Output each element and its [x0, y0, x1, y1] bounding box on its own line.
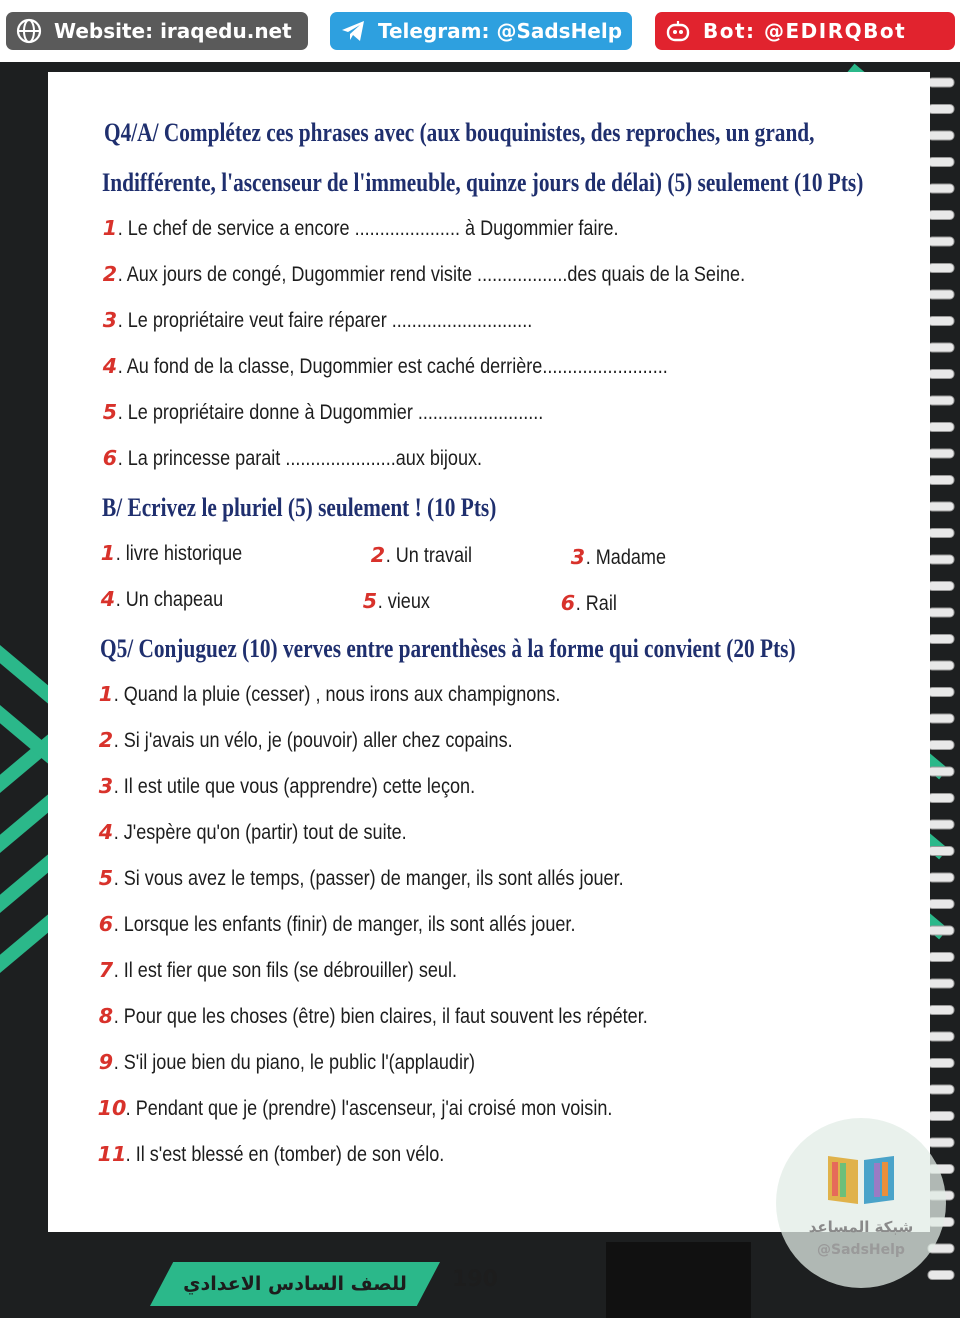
item-number: 1 [98, 682, 114, 706]
q4-heading-line1: Q4/A/ Complétez ces phrases avec (aux bouquinistes, des reproches, un grand, [104, 118, 815, 147]
q5-heading: Q5/ Conjuguez (10) verves entre parenthèses à la forme qui convient (20 Pts) [100, 634, 796, 663]
item-number: 2 [98, 728, 114, 752]
item-number: 4 [100, 587, 116, 611]
exercise-item [104, 308, 532, 333]
exercise-item [100, 912, 575, 937]
q4-heading-line2: Indifférente, l'ascenseur de l'immeuble, quinze jours de délai) (5) seulement (10 Pts) [102, 168, 864, 197]
item-text: . Si vous avez le temps, (passer) de manger, ils sont allés jouer. [113, 867, 624, 890]
top-banner [0, 0, 960, 62]
exercise-item [562, 591, 617, 616]
exercise-item [100, 820, 407, 845]
exercise-item [97, 1096, 613, 1121]
exercise-item [104, 354, 668, 379]
watermark-logo [776, 1118, 946, 1288]
item-text: . Le propriétaire veut faire réparer ............................ [117, 309, 533, 332]
item-text: . Si j'avais un vélo, je (pouvoir) aller chez copains. [113, 729, 513, 752]
exercise-item [102, 587, 223, 612]
item-number: 1 [100, 541, 116, 565]
item-text: . J'espère qu'on (partir) tout de suite. [113, 821, 407, 844]
grade-label: للصف السادس الاعدادي [183, 1273, 407, 1295]
exercise-item [100, 1050, 475, 1075]
item-text: . Quand la pluie (cesser) , nous irons aux champignons. [113, 683, 561, 706]
exercise-item [104, 400, 543, 425]
item-text: . Pendant que je (prendre) l'ascenseur, j'ai croisé mon voisin. [125, 1097, 613, 1120]
exercise-item [100, 728, 513, 753]
exercise-item [104, 262, 745, 287]
item-number: 5 [362, 589, 378, 613]
item-text: . Il s'est blessé en (tomber) de son vélo. [125, 1143, 445, 1166]
item-text: . Lorsque les enfants (finir) de manger, ils sont allés jouer. [113, 913, 576, 936]
item-number: 8 [98, 1004, 114, 1028]
globe-icon [16, 18, 42, 44]
item-text: . Il est fier que son fils (se débrouiller) seul. [113, 959, 457, 982]
telegram-link[interactable] [330, 12, 632, 50]
item-number: 9 [98, 1050, 114, 1074]
item-number: 5 [98, 866, 114, 890]
exercise-item [100, 774, 475, 799]
logo-handle: @SadsHelp [817, 1242, 905, 1258]
item-text: . Le chef de service a encore ..................... à Dugommier faire. [117, 217, 619, 240]
item-text: . Pour que les choses (être) bien claires, il faut souvent les répéter. [113, 1005, 648, 1028]
bot-label: Bot: @EDIRQBot [703, 19, 907, 43]
website-link[interactable] [6, 12, 308, 50]
exercise-item [104, 446, 482, 471]
item-text: . Madame [585, 546, 666, 569]
item-number: 4 [102, 354, 118, 378]
item-number: 6 [98, 912, 114, 936]
item-text: . Au fond de la classe, Dugommier est caché derrière......................... [117, 355, 668, 378]
item-number: 2 [370, 543, 386, 567]
exercise-item [364, 589, 430, 614]
exercise-item [104, 216, 619, 241]
item-text: . Aux jours de congé, Dugommier rend visite ..................des quais de la Seine. [117, 263, 746, 286]
item-number: 7 [98, 958, 114, 982]
item-number: 4 [98, 820, 114, 844]
exercise-item [100, 1004, 648, 1029]
item-text: . Rail [575, 592, 617, 615]
item-number: 6 [102, 446, 118, 470]
item-number: 2 [102, 262, 118, 286]
item-text: . livre historique [115, 542, 243, 565]
book-icon [822, 1148, 900, 1208]
item-number: 5 [102, 400, 118, 424]
website-label: Website: iraqedu.net [54, 19, 292, 43]
item-text: . S'il joue bien du piano, le public l'(applaudir) [113, 1051, 476, 1074]
item-number: 10 [97, 1096, 127, 1120]
bot-link[interactable] [655, 12, 955, 50]
telegram-label: Telegram: @SadsHelp [378, 19, 623, 43]
robot-icon [665, 18, 691, 44]
page-number: 190 [452, 1266, 498, 1292]
logo-name: شبكة المساعد [808, 1218, 914, 1236]
exercise-item [100, 958, 457, 983]
exercise-item [572, 545, 666, 570]
exercise-item [372, 543, 472, 568]
item-text: . Un travail [385, 544, 473, 567]
item-number: 1 [102, 216, 118, 240]
item-text: . Il est utile que vous (apprendre) cette leçon. [113, 775, 476, 798]
b-heading: B/ Ecrivez le pluriel (5) seulement ! (10 Pts) [102, 493, 497, 522]
exercise-item [100, 682, 560, 707]
item-number: 3 [102, 308, 118, 332]
item-number: 3 [98, 774, 114, 798]
item-number: 6 [560, 591, 576, 615]
spiral-binding [926, 70, 960, 1310]
exercise-item [100, 866, 624, 891]
item-number: 11 [97, 1142, 127, 1166]
telegram-icon [340, 18, 366, 44]
item-text: . vieux [377, 590, 430, 613]
item-number: 3 [570, 545, 586, 569]
item-text: . Le propriétaire donne à Dugommier ......................... [117, 401, 544, 424]
footer-block [606, 1242, 751, 1318]
item-text: . La princesse parait ......................aux bijoux. [117, 447, 483, 470]
exercise-item [102, 541, 242, 566]
exercise-item [97, 1142, 445, 1167]
item-text: . Un chapeau [115, 588, 224, 611]
